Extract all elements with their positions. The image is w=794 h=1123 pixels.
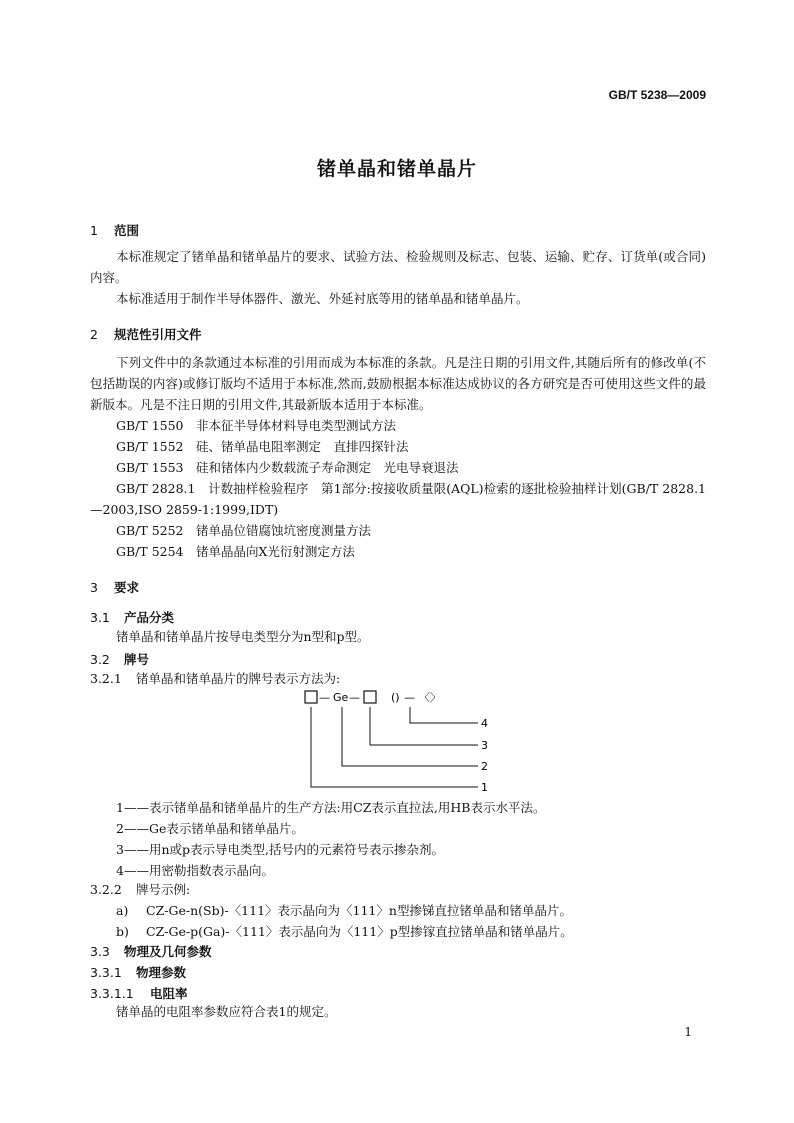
label-3: 3 [481,739,488,752]
subsection-title: 物理参数 [136,965,187,980]
section-1-paragraph-1: 本标准规定了锗单晶和锗单晶片的要求、试验方法、检验规则及标志、包装、运输、贮存、订货单(或合同)内容。 [90,249,706,285]
example-item [116,921,573,942]
subsection-3-3-1-heading [90,963,186,981]
section-number: 1 [90,223,98,238]
subsection-title: 物理及几何参数 [124,944,212,959]
legend-item: 1——表示锗单晶和锗单晶片的生产方法:用CZ表示直拉法,用HB表示水平法。 [116,800,546,815]
example-text: CZ-Ge-n(Sb)-〈111〉表示晶向为〈111〉n型掺锑直拉锗单晶和锗单晶片。 [146,903,572,918]
subsection-3-3-1-1-heading [90,984,188,1002]
subsection-3-2-heading [90,650,149,668]
leader-line-1 [311,707,478,787]
section-title: 范围 [114,223,140,238]
leader-line-4 [410,707,478,723]
page-number: 1 [684,1025,692,1039]
dash-symbol: — [319,691,330,704]
label-4: 4 [481,717,488,730]
subsection-3-2-2 [90,879,190,900]
reference-item: GB/T 2828.1 计数抽样检验程序 第1部分:按接收质量限(AQL)检索的逐批检验抽样计划(GB/T 2828.1—2003,ISO 2859-1:1999,IDT) [90,481,706,517]
subsection-number: 3.3 [90,944,110,959]
ge-symbol: Ge [333,691,349,704]
section-number: 3 [90,580,98,595]
example-label: b) [116,924,129,939]
section-title: 要求 [114,580,140,595]
section-1-paragraph-2: 本标准适用于制作半导体器件、激光、外延衬底等用的锗单晶和锗单晶片。 [116,291,529,306]
standard-number: GB/T 5238—2009 [608,88,706,102]
section-3-heading [90,578,139,596]
dash-symbol: — [404,691,415,704]
angle-symbol: 〈〉 [419,691,441,704]
section-2-heading [90,325,202,343]
example-text: CZ-Ge-p(Ga)-〈111〉表示晶向为〈111〉p型掺镓直拉锗单晶和锗单晶片。 [146,924,573,939]
label-1: 1 [481,781,488,794]
subsection-3-3-heading [90,942,212,960]
subsection-number: 3.2 [90,652,110,667]
legend-item: 2——Ge表示锗单晶和锗单晶片。 [116,821,304,836]
leader-line-3 [370,707,478,745]
example-item [116,900,572,921]
dash-symbol: — [349,691,360,704]
subsection-text: 牌号示例: [136,882,191,897]
section-number: 2 [90,327,98,342]
subsection-title: 电阻率 [150,986,188,1001]
reference-item: GB/T 5254 锗单晶晶向X光衍射测定方法 [116,544,355,559]
example-label: a) [116,903,129,918]
section-1-heading [90,221,139,239]
subsection-number: 3.1 [90,610,110,625]
subsection-3-3-1-1-text: 锗单晶的电阻率参数应符合表1的规定。 [116,1004,337,1019]
subsection-number: 3.3.1 [90,965,122,980]
subsection-text: 锗单晶和锗单晶片的牌号表示方法为: [136,671,341,686]
type-box [364,691,376,703]
method-box [305,691,317,703]
reference-item: GB/T 1550 非本征半导体材料导电类型测试方法 [116,418,397,433]
subsection-number: 3.3.1.1 [90,986,134,1001]
paren-symbol: () [391,691,400,704]
subsection-number: 3.2.1 [90,671,122,686]
reference-item: GB/T 1553 硅和锗体内少数载流子寿命测定 光电导衰退法 [116,460,459,475]
reference-item: GB/T 1552 硅、锗单晶电阻率测定 直排四探针法 [116,439,409,454]
subsection-title: 产品分类 [124,610,175,625]
subsection-3-1-text: 锗单晶和锗单晶片按导电类型分为n型和p型。 [116,629,370,644]
subsection-title: 牌号 [124,652,150,667]
section-2-intro: 下列文件中的条款通过本标准的引用而成为本标准的条款。凡是注日期的引用文件,其随后所有的修改单(不包括勘误的内容)或修订版均不适用于本标准,然而,鼓励根据本标准达成协议的各方研究是否可使用这些文件的最新版本。凡是不注日期的引用文件,其最新版本适用于本标准。 [90,355,706,412]
section-title: 规范性引用文件 [114,327,202,342]
reference-item: GB/T 5252 锗单晶位错腐蚀坑密度测量方法 [116,523,372,538]
designation-diagram [290,685,510,795]
subsection-3-1-heading [90,608,174,626]
label-2: 2 [481,760,488,773]
subsection-number: 3.2.2 [90,882,122,897]
legend-item: 3——用n或p表示导电类型,括号内的元素符号表示掺杂剂。 [116,842,444,857]
legend-item: 4——用密勒指数表示晶向。 [116,863,274,878]
document-title: 锗单晶和锗单晶片 [316,158,477,180]
